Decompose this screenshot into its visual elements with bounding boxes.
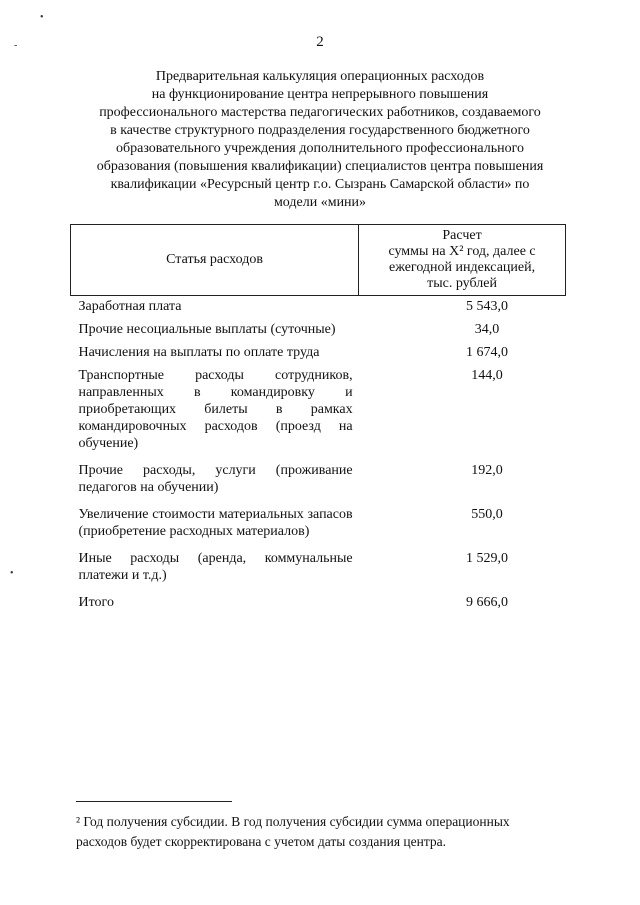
title-line: квалификации «Ресурсный центр г.о. Сызрань Самарской области» по (110, 177, 530, 192)
title-line: профессионального мастерства педагогических работников, создаваемого (99, 105, 541, 120)
row-value: 192,0 (471, 463, 503, 478)
row-item-total: Итого (78, 595, 114, 610)
footnote (76, 812, 566, 852)
row-value: 34,0 (474, 322, 500, 337)
row-item: Заработная плата (78, 299, 182, 314)
document-title (85, 68, 555, 212)
column-header-sum-line: Расчет (442, 228, 482, 243)
footnote-line: расходов будет скорректирована с учетом даты создания центра. (76, 834, 447, 849)
row-item: Иные расходы (аренда, коммунальные платежи и т.д.) (78, 551, 353, 583)
row-item: Увеличение стоимости материальных запасов (приобретение расходных материалов) (78, 507, 353, 539)
table-header-row (71, 225, 566, 296)
table-row (71, 296, 566, 320)
row-item: Прочие расходы, услуги (проживание педагогов на обучении) (78, 463, 353, 495)
row-value: 550,0 (471, 507, 503, 522)
row-item: Транспортные расходы сотрудников, направленных в командировку и приобретающих билеты в рамках командировочных расходов (проезд на обучение) (78, 368, 353, 451)
column-header-sum-line: суммы на X² год, далее с (388, 244, 536, 259)
column-header-item: Статья расходов (71, 225, 359, 296)
title-line: модели «мини» (273, 195, 367, 210)
footnote-line: ² Год получения субсидии. В год получения субсидии сумма операционных (76, 814, 510, 829)
table-row (71, 319, 566, 342)
table-row (71, 365, 566, 460)
table-row (71, 342, 566, 365)
row-item: Начисления на выплаты по оплате труда (78, 345, 320, 360)
title-line: образовательного учреждения дополнительного профессионального (116, 141, 524, 156)
scan-mark-top: • (40, 12, 44, 23)
page-number: 2 (316, 34, 324, 50)
row-value: 5 543,0 (466, 299, 509, 314)
row-value-total: 9 666,0 (466, 595, 509, 610)
row-value: 1 674,0 (466, 345, 509, 360)
title-line: образования (повышения квалификации) специалистов центра повышения (96, 159, 544, 174)
table-row (71, 548, 566, 592)
scan-mark-mid: • (10, 568, 14, 579)
column-header-sum (359, 225, 566, 296)
row-value: 144,0 (471, 368, 503, 383)
cost-table (70, 224, 566, 615)
scan-mark-left: - (14, 40, 18, 51)
title-line: на функционирование центра непрерывного повышения (151, 87, 489, 102)
row-item: Прочие несоциальные выплаты (суточные) (78, 322, 336, 337)
footnote-divider (76, 801, 232, 802)
row-value: 1 529,0 (466, 551, 509, 566)
column-header-sum-line: тыс. рублей (427, 276, 497, 291)
column-header-sum-line: ежегодной индексацией, (389, 260, 536, 275)
title-line: в качестве структурного подразделения государственного бюджетного (110, 123, 530, 138)
table-row (71, 460, 566, 504)
table-row-total (71, 592, 566, 615)
table-row (71, 504, 566, 548)
title-line: Предварительная калькуляция операционных расходов (155, 69, 485, 84)
